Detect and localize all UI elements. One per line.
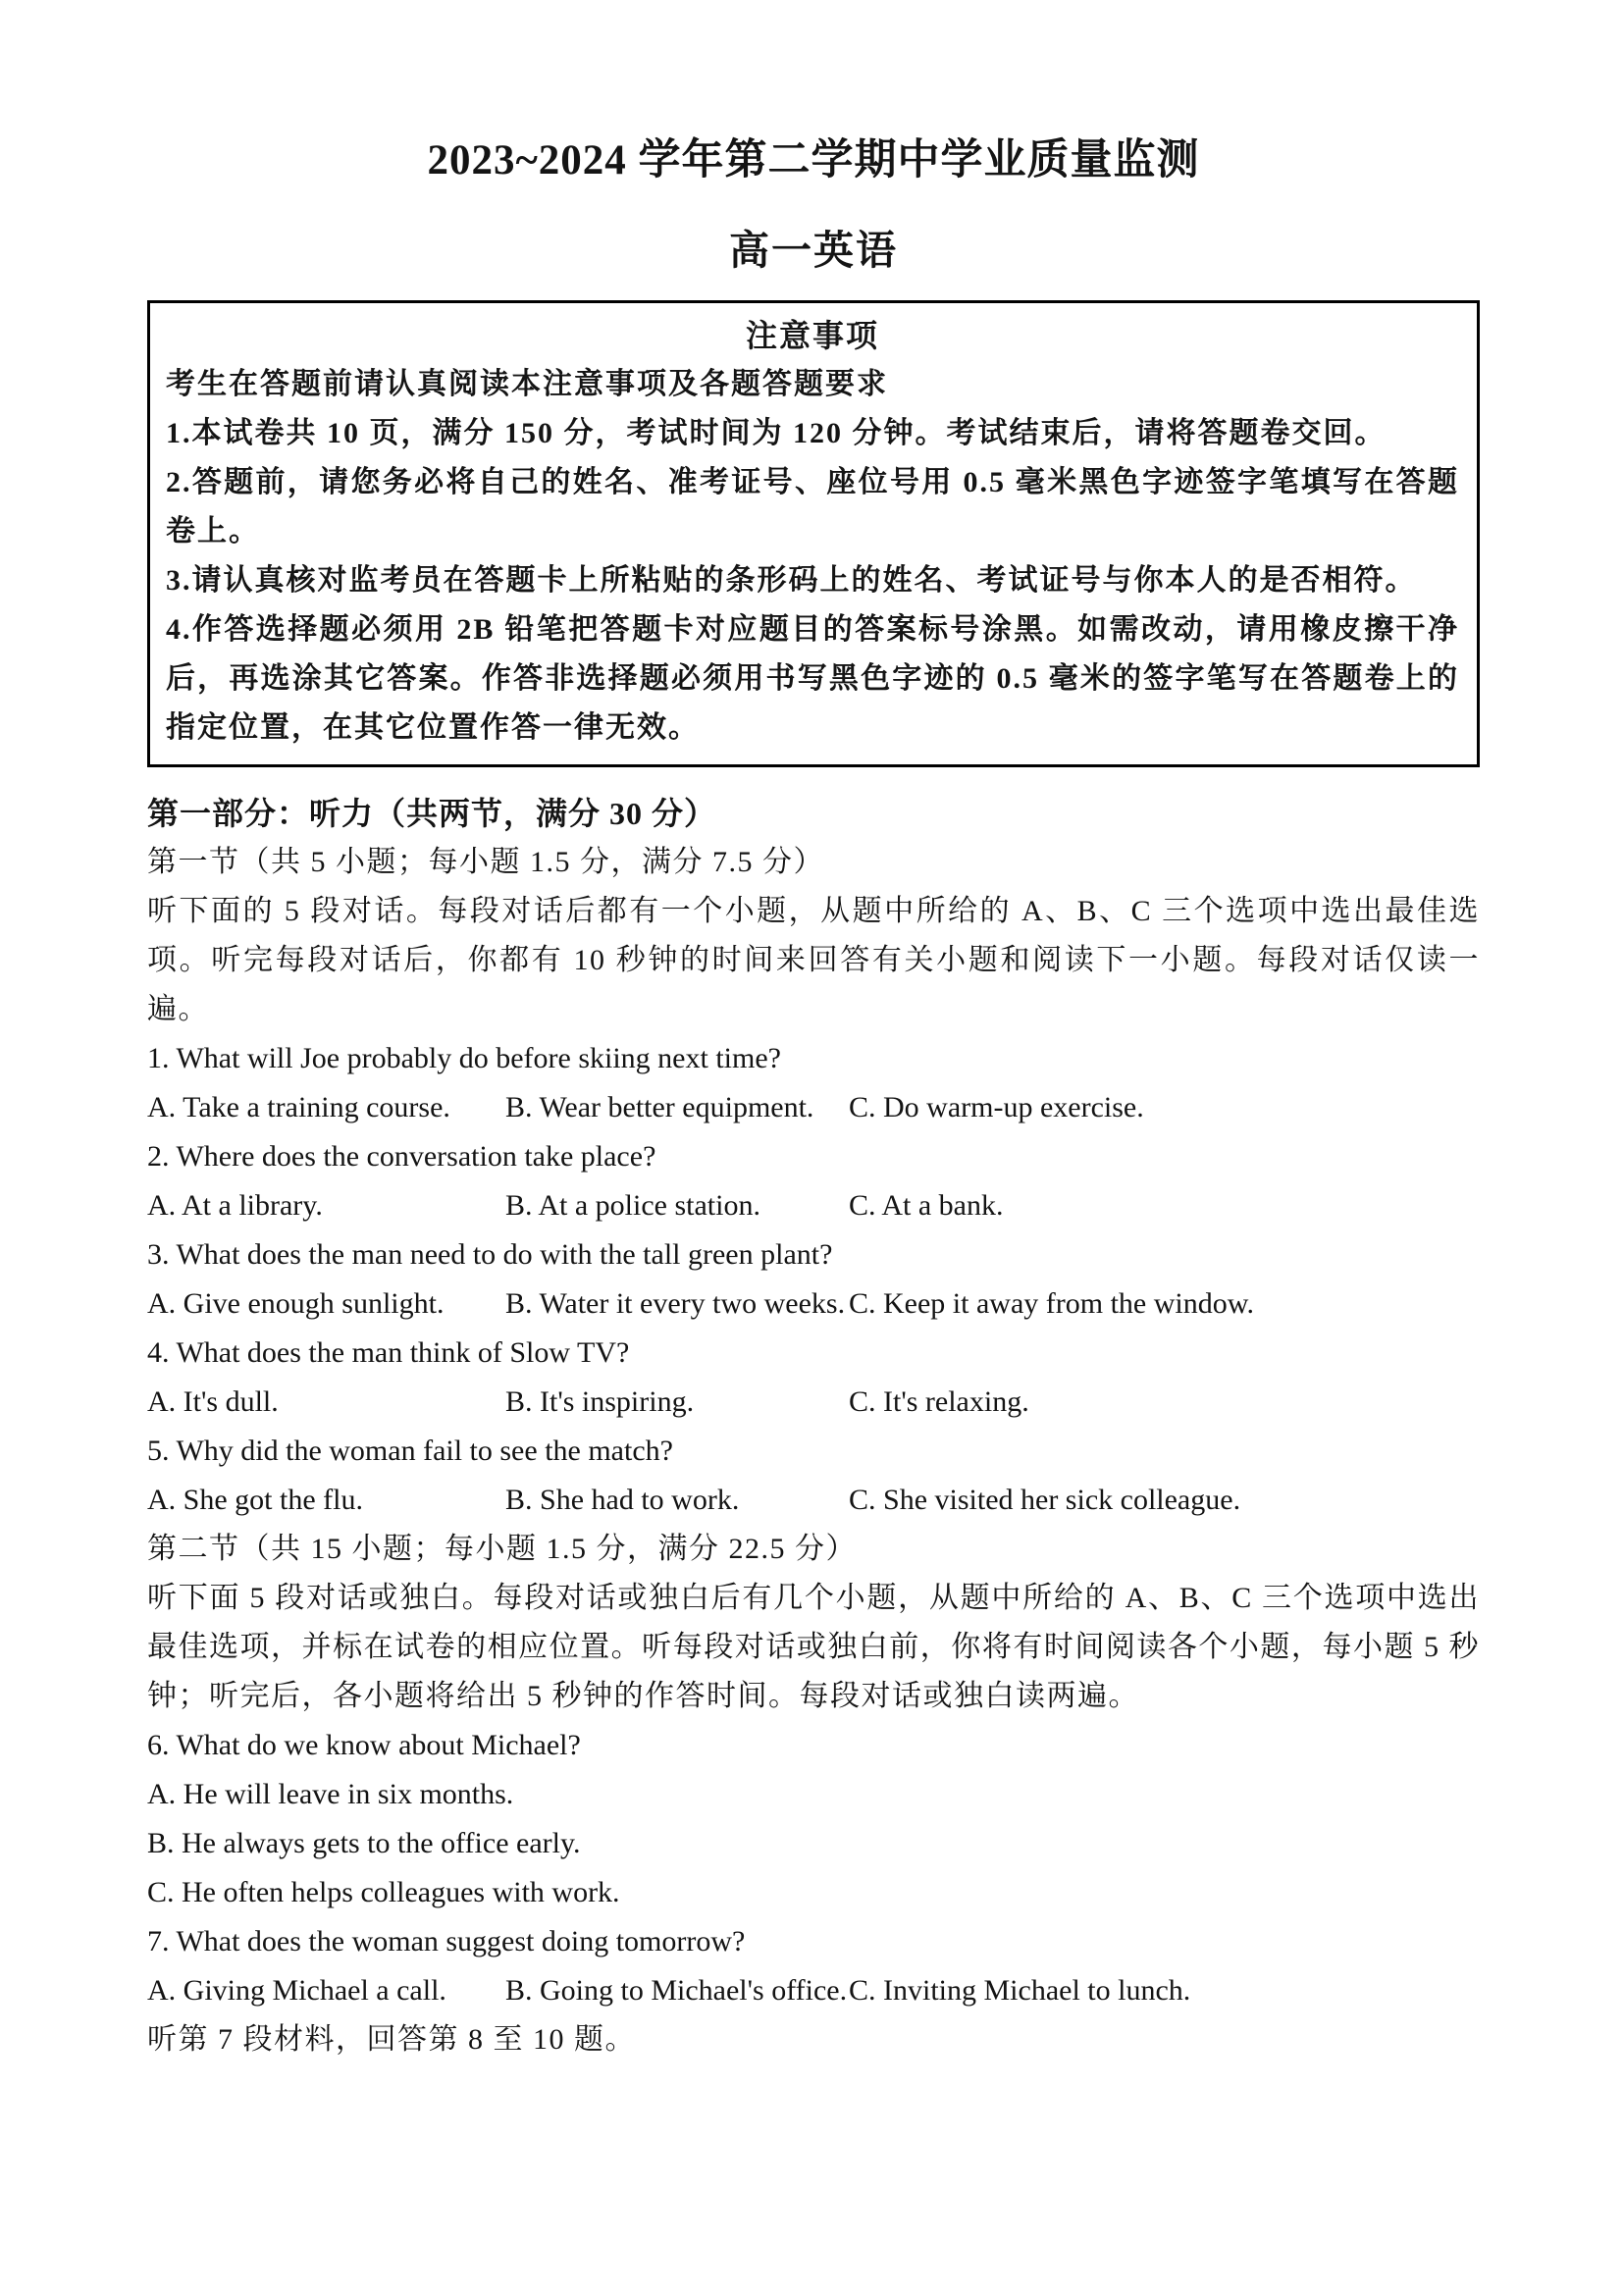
question-3 — [147, 1230, 1480, 1329]
question-1-option-a: A. Take a training course. — [147, 1091, 450, 1123]
question-3-option-c: C. Keep it away from the window. — [849, 1287, 1254, 1320]
question-6-text: 6. What do we know about Michael? — [147, 1729, 581, 1761]
question-7 — [147, 1917, 1480, 2015]
question-7-option-c: C. Inviting Michael to lunch. — [849, 1974, 1191, 2007]
question-5-options — [147, 1476, 1480, 1525]
question-4-option-a: A. It's dull. — [147, 1385, 279, 1418]
question-1-options — [147, 1083, 1480, 1132]
question-6-options — [147, 1770, 1480, 1917]
notice-item-4: 4.作答选择题必须用 2B 铅笔把答题卡对应题目的答案标号涂黑。如需改动，请用橡皮擦干净后，再选涂其它答案。作答非选择题必须用书写黑色字迹的 0.5 毫米的签字笔写在答题卷上的指定位置，在其它位置作答一律无效。 — [166, 613, 1459, 744]
question-3-option-b: B. Water it every two weeks. — [505, 1287, 846, 1320]
section2-instructions: 听下面 5 段对话或独白。每段对话或独白后有几个小题，从题中所给的 A、B、C 三个选项中选出最佳选项，并标在试卷的相应位置。听每段对话或独白前，你将有时间阅读各个小题，每小题 5 秒钟；听完后，各小题将给出 5 秒钟的作答时间。每段对话或独白读两遍。 — [147, 1582, 1480, 1712]
question-7-options — [147, 1966, 1480, 2015]
question-5-option-b: B. She had to work. — [505, 1484, 740, 1516]
question-6-option-b: B. He always gets to the office early. — [147, 1827, 581, 1859]
question-1-option-b: B. Wear better equipment. — [505, 1091, 814, 1123]
question-3-option-a: A. Give enough sunlight. — [147, 1287, 445, 1320]
notice-item-2: 2.答题前，请您务必将自己的姓名、准考证号、座位号用 0.5 毫米黑色字迹签字笔填写在答题卷上。 — [166, 466, 1459, 548]
question-7-option-a: A. Giving Michael a call. — [147, 1974, 446, 2007]
material-note: 听第 7 段材料，回答第 8 至 10 题。 — [147, 2023, 636, 2056]
question-4-option-c: C. It's relaxing. — [849, 1385, 1029, 1418]
notice-box — [147, 300, 1480, 767]
part1-heading: 第一部分：听力（共两节，满分 30 分） — [147, 796, 717, 831]
question-5-text: 5. Why did the woman fail to see the match? — [147, 1435, 673, 1467]
notice-heading: 注意事项 — [745, 318, 879, 353]
question-2-options — [147, 1181, 1480, 1230]
question-6 — [147, 1721, 1480, 1917]
question-1 — [147, 1034, 1480, 1132]
question-4-option-b: B. It's inspiring. — [505, 1385, 695, 1418]
question-4-text: 4. What does the man think of Slow TV? — [147, 1336, 630, 1369]
question-2 — [147, 1132, 1480, 1230]
question-2-text: 2. Where does the conversation take place? — [147, 1140, 656, 1173]
question-6-option-a: A. He will leave in six months. — [147, 1778, 514, 1810]
section2-heading: 第二节（共 15 小题；每小题 1.5 分，满分 22.5 分） — [147, 1533, 857, 1565]
question-4-options — [147, 1378, 1480, 1427]
question-1-text: 1. What will Joe probably do before skiing next time? — [147, 1042, 781, 1074]
question-7-option-b: B. Going to Michael's office. — [505, 1974, 848, 2007]
question-5-option-a: A. She got the flu. — [147, 1484, 363, 1516]
question-2-option-c: C. At a bank. — [849, 1189, 1004, 1222]
question-5 — [147, 1427, 1480, 1525]
question-7-text: 7. What does the woman suggest doing tomorrow? — [147, 1925, 746, 1957]
section1-instructions: 听下面的 5 段对话。每段对话后都有一个小题，从题中所给的 A、B、C 三个选项中选出最佳选项。听完每段对话后，你都有 10 秒钟的时间来回答有关小题和阅读下一小题。每段对话仅读一遍。 — [147, 895, 1480, 1025]
notice-item-1: 1.本试卷共 10 页，满分 150 分，考试时间为 120 分钟。考试结束后，请将答题卷交回。 — [166, 417, 1387, 449]
question-2-option-b: B. At a police station. — [505, 1189, 760, 1222]
question-6-option-c: C. He often helps colleagues with work. — [147, 1876, 620, 1908]
exam-subject-title: 高一英语 — [729, 228, 898, 273]
question-5-option-c: C. She visited her sick colleague. — [849, 1484, 1241, 1516]
question-3-options — [147, 1279, 1480, 1329]
question-4 — [147, 1329, 1480, 1427]
exam-title: 2023~2024 学年第二学期中学业质量监测 — [427, 137, 1200, 183]
question-2-option-a: A. At a library. — [147, 1189, 323, 1222]
section1-heading: 第一节（共 5 小题；每小题 1.5 分，满分 7.5 分） — [147, 846, 824, 878]
question-3-text: 3. What does the man need to do with the tall green plant? — [147, 1238, 833, 1271]
notice-intro: 考生在答题前请认真阅读本注意事项及各题答题要求 — [166, 368, 888, 400]
notice-item-3: 3.请认真核对监考员在答题卡上所粘贴的条形码上的姓名、考试证号与你本人的是否相符。 — [166, 564, 1417, 597]
question-1-option-c: C. Do warm-up exercise. — [849, 1091, 1144, 1123]
